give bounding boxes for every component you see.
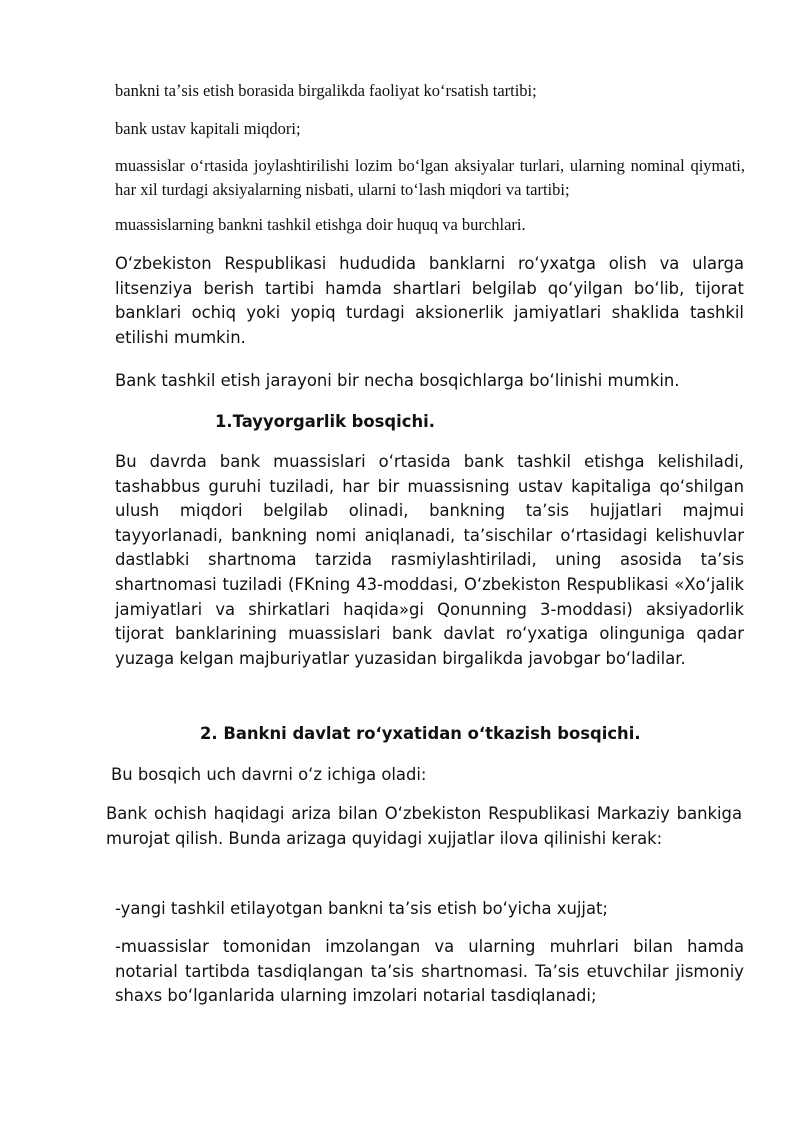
paragraph-application: Bank ochish haqidagi ariza bilan Oʻzbekiston Respublikasi Markaziy bankiga murojat qilish. Bunda arizaga quyidagi xujjatlar ilova qilinishi kerak: [106,804,742,848]
paragraph-registration-licensing: Oʻzbekiston Respublikasi hududida banklarni roʻyxatga olish va ularga litsenziya berish tartibi hamda shartlari belgilab qoʻyilgan boʻlib, tijorat banklari ochiq yoki yopiq turdagi aksionerlik jamiyatlari shaklida tashkil etilishi mumkin. [115,254,744,347]
list-item-founding-agreement: -muassislar tomonidan imzolangan va ularning muhrlari bilan hamda notarial tartibda tasdiqlangan taʼsis shartnomasi. Taʼsis etuvchilar jismoniy shaxs boʻlganlarida ularning imzolari notarial tasdiqlanadi; [115,937,744,1006]
paragraph-three-periods: Bu bosqich uch davrni oʻz ichiga oladi: [111,765,427,784]
paragraph-stages-intro: Bank tashkil etish jarayoni bir necha bosqichlarga boʻlinishi mumkin. [115,371,680,390]
list-item-joint-activity: bankni taʼsis etish borasida birgalikda faoliyat koʻrsatish tartibi; [115,81,537,100]
section-heading-state-registration: 2. Bankni davlat roʻyxatidan oʻtkazish bosqichi. [200,724,641,743]
list-item-charter-capital: bank ustav kapitali miqdori; [115,119,301,138]
paragraph-preparation-stage: Bu davrda bank muassislari oʻrtasida bank tashkil etishga kelishiladi, tashabbus guruhi tuziladi, har bir muassisning ustav kapitaliga qoʻshilgan ulush miqdori belgilab olinadi, bankning taʼsis hujjatlari majmui tayyorlanadi, bankning nomi aniqlanadi, taʼsischilar oʻrtasidagi kelishuvlar dastlabki shartnoma tarzida rasmiylashtiriladi, uning asosida taʼsis shartnomasi tuziladi (FKning 43-moddasi, Oʻzbekiston Respublikasi «Xoʻjalik jamiyatlari va shirkatlari haqida»gi Qonunning 3-moddasi) aksiyadorlik tijorat banklarining muassislari bank davlat roʻyxatiga olinguniga qadar yuzaga kelgan majburiyatlar yuzasidan birgalikda javobgar boʻladilar. [115,452,744,668]
section-heading-preparation: 1.Tayyorgarlik bosqichi. [215,412,436,431]
list-item-share-types: muassislar oʻrtasida joylashtirilishi lozim boʻlgan aksiyalar turlari, ularning nominal qiymati, har xil turdagi aksiyalarning nisbati, ularni toʻlash miqdori va tartibi; [115,156,745,199]
list-item-founding-document: -yangi tashkil etilayotgan bankni taʼsis etish boʻyicha xujjat; [115,899,608,918]
list-item-founder-rights: muassislarning bankni tashkil etishga doir huquq va burchlari. [115,215,526,234]
